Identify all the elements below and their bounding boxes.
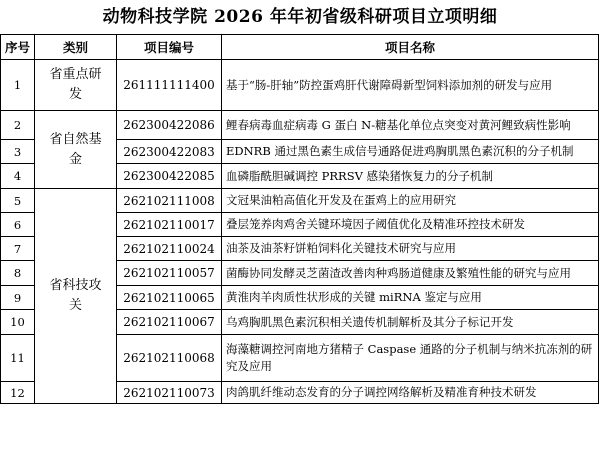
row-project-name: 乌鸡胸肌黑色素沉积相关遗传机制解析及其分子标记开发	[222, 310, 599, 335]
row-project-number: 261111111400	[117, 60, 222, 111]
row-project-name: 肉鸽肌纤维动态发育的分子调控网络解析及精准育种技术研发	[222, 382, 599, 404]
header-seq: 序号	[1, 35, 35, 60]
row-project-name: 菌酶协同发酵灵芝菌渣改善肉种鸡肠道健康及繁殖性能的研究与应用	[222, 261, 599, 286]
row-project-number: 262102110068	[117, 335, 222, 382]
row-project-name: 基于“肠-肝轴”防控蛋鸡肝代谢障碍新型饲料添加剂的研发与应用	[222, 60, 599, 111]
row-seq: 11	[1, 335, 35, 382]
row-project-number: 262102110065	[117, 286, 222, 310]
row-project-number: 262300422085	[117, 164, 222, 189]
row-project-number: 262102110067	[117, 310, 222, 335]
row-project-number: 262102110017	[117, 213, 222, 237]
row-project-name: EDNRB 通过黑色素生成信号通路促进鸡胸肌黑色素沉积的分子机制	[222, 140, 599, 164]
row-project-name: 海藻糖调控河南地方猪精子 Caspase 通路的分子机制与纳米抗冻剂的研究及应用	[222, 335, 599, 382]
row-seq: 1	[1, 60, 35, 111]
row-project-name: 血磷脂酰胆碱调控 PRRSV 感染猪恢复力的分子机制	[222, 164, 599, 189]
row-project-name: 叠层笼养肉鸡舍关键环境因子阈值优化及精准环控技术研发	[222, 213, 599, 237]
table-row	[1, 60, 599, 111]
category-natural-science: 省自然基金	[35, 111, 117, 189]
category-key-rd: 省重点研发	[35, 60, 117, 111]
row-project-name: 鲤春病毒血症病毒 G 蛋白 N-糖基化单位点突变对黄河鲤致病性影响	[222, 111, 599, 140]
row-project-number: 262102110073	[117, 382, 222, 404]
table-row	[1, 189, 599, 213]
projects-table	[0, 34, 599, 404]
row-seq: 2	[1, 111, 35, 140]
row-project-name: 油茶及油茶籽饼粕饲料化关键技术研究与应用	[222, 237, 599, 261]
row-seq: 4	[1, 164, 35, 189]
row-project-name: 黄淮肉羊肉质性状形成的关键 miRNA 鉴定与应用	[222, 286, 599, 310]
row-seq: 9	[1, 286, 35, 310]
category-tech-tackling: 省科技攻关	[35, 189, 117, 404]
row-seq: 3	[1, 140, 35, 164]
row-seq: 10	[1, 310, 35, 335]
header-category: 类别	[35, 35, 117, 60]
row-seq: 12	[1, 382, 35, 404]
table-row	[1, 111, 599, 140]
header-project-name: 项目名称	[222, 35, 599, 60]
row-seq: 7	[1, 237, 35, 261]
row-project-number: 262300422086	[117, 111, 222, 140]
row-seq: 6	[1, 213, 35, 237]
header-project-number: 项目编号	[117, 35, 222, 60]
row-seq: 8	[1, 261, 35, 286]
row-project-number: 262102111008	[117, 189, 222, 213]
page-title: 动物科技学院 2026 年年初省级科研项目立项明细	[102, 7, 498, 27]
row-project-name: 文冠果油粕高值化开发及在蛋鸡上的应用研究	[222, 189, 599, 213]
row-project-number: 262102110057	[117, 261, 222, 286]
row-project-number: 262102110024	[117, 237, 222, 261]
table-header-row	[1, 35, 599, 60]
row-seq: 5	[1, 189, 35, 213]
row-project-number: 262300422083	[117, 140, 222, 164]
